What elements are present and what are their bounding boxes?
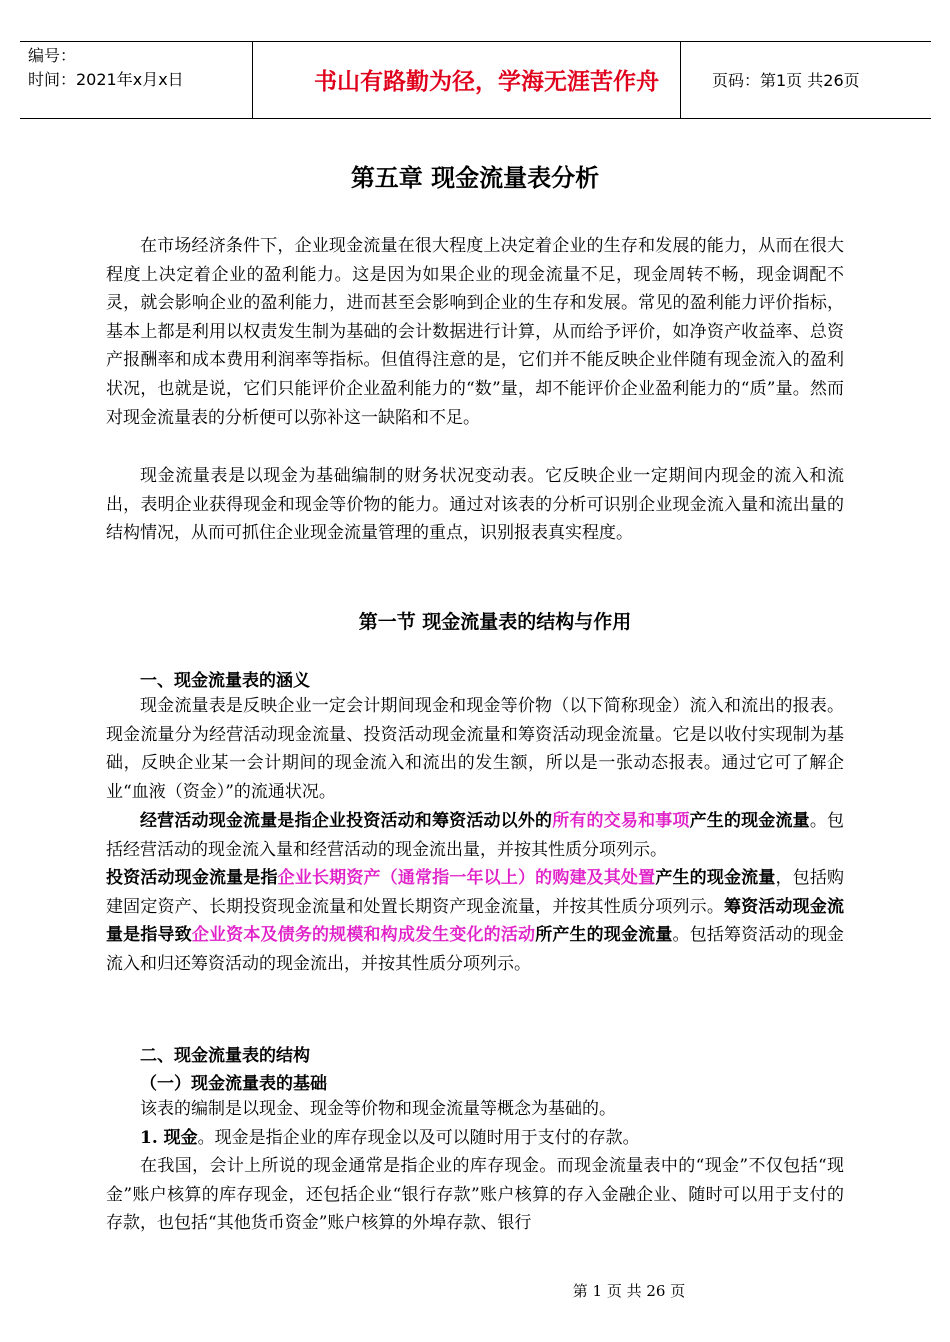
- header-time: 时间：2021年x月x日: [28, 70, 184, 89]
- operating-highlight: 所有的交易和事项: [552, 811, 690, 831]
- operating-text: 。包括经营活动的现金流入量和经营活动的现金流出量，并按其性质分项列示。: [106, 811, 845, 860]
- financing-bold-1: 筹资活动现金流量是指导致: [106, 896, 845, 946]
- heading-structure: 二、现金流量表的结构: [140, 1046, 310, 1066]
- intro-paragraph-2: 现金流量表是以现金为基础编制的财务状况变动表。它反映企业一定期间内现金的流入和流出，表明企业获得现金和现金等价物的能力。通过对该表的分析可识别企业现金流入量和流出量的结构情况，从而可抓住企业现金流量管理的重点，识别报表真实程度。: [106, 466, 844, 544]
- investing-bold-2: 产生的现金流量: [655, 868, 776, 889]
- financing-text: 。包括筹资活动的现金流入和归还筹资活动的现金流出，并按其性质分项列示。: [106, 925, 845, 974]
- header-motto: 书山有路勤为径，学海无涯苦作舟: [314, 69, 659, 95]
- header-meta: [28, 44, 184, 92]
- investing-text: ，包括购建固定资产、长期投资现金流量和处置长期资产现金流量，并按其性质分项列示。: [106, 868, 845, 917]
- heading-basis: （一）现金流量表的基础: [140, 1074, 327, 1094]
- page-header: [20, 41, 931, 119]
- cash-paragraph: [106, 1124, 844, 1153]
- basis-paragraph: 该表的编制是以现金、现金等价物和现金流量等概念为基础的。: [140, 1099, 616, 1119]
- chapter-title: 第五章 现金流量表分析: [350, 164, 600, 192]
- page-footer: 第 1 页 共 26 页: [572, 1282, 686, 1300]
- header-page-info: 页码：第1页 共26页: [712, 71, 860, 90]
- header-divider: [252, 42, 253, 118]
- cash-text: 。现金是指企业的库存现金以及可以随时用于支付的存款。: [197, 1128, 640, 1148]
- financing-highlight: 企业资本及债务的规模和构成发生变化的活动: [191, 925, 536, 946]
- operating-bold-1: 经营活动现金流量是指企业投资活动和筹资活动以外的: [140, 811, 553, 831]
- financing-bold-2: 所产生的现金流量: [535, 925, 673, 946]
- section-title: 第一节 现金流量表的结构与作用: [358, 611, 632, 633]
- operating-bold-2: 产生的现金流量: [689, 811, 810, 831]
- header-number: 编号：: [28, 46, 77, 65]
- intro-paragraph-1: 在市场经济条件下，企业现金流量在很大程度上决定着企业的生存和发展的能力，从而在很大程度上决定着企业的盈利能力。这是因为如果企业的现金流量不足，现金周转不畅，现金调配不灵，就会影响企业的盈利能力，进而甚至会影响到企业的生存和发展。常见的盈利能力评价指标，基本上都是利用以权责发生制为基础的会计数据进行计算，从而给予评价，如净资产收益率、总资产报酬率和成本费用利润率等指标。但值得注意的是，它们并不能反映企业伴随有现金流入的盈利状况，也就是说，它们只能评价企业盈利能力的“数”量，却不能评价企业盈利能力的“质”量。然而对现金流量表的分析便可以弥补这一缺陷和不足。: [106, 236, 844, 428]
- investing-highlight: 企业长期资产（通常指一年以上）的购建及其处置: [277, 868, 656, 889]
- cash-detail-paragraph: 在我国，会计上所说的现金通常是指企业的库存现金。而现金流量表中的“现金”不仅包括“现金”账户核算的库存现金，还包括企业“银行存款”账户核算的存入金融企业、随时可以用于支付的存款，也包括“其他货币资金”账户核算的外埠存款、银行: [106, 1156, 844, 1234]
- heading-definition: 一、现金流量表的涵义: [140, 671, 310, 691]
- cash-label: 1. 现金: [140, 1128, 198, 1148]
- activities-paragraph: [106, 807, 844, 979]
- definition-paragraph: 现金流量表是反映企业一定会计期间现金和现金等价物（以下简称现金）流入和流出的报表。现金流量分为经营活动现金流量、投资活动现金流量和筹资活动现金流量。它是以收付实现制为基础，反映企业某一会计期间的现金流入和流出的发生额，所以是一张动态报表。通过它可了解企业“血液（资金）”的流通状况。: [106, 696, 844, 802]
- investing-bold-1: 投资活动现金流量是指: [106, 868, 278, 889]
